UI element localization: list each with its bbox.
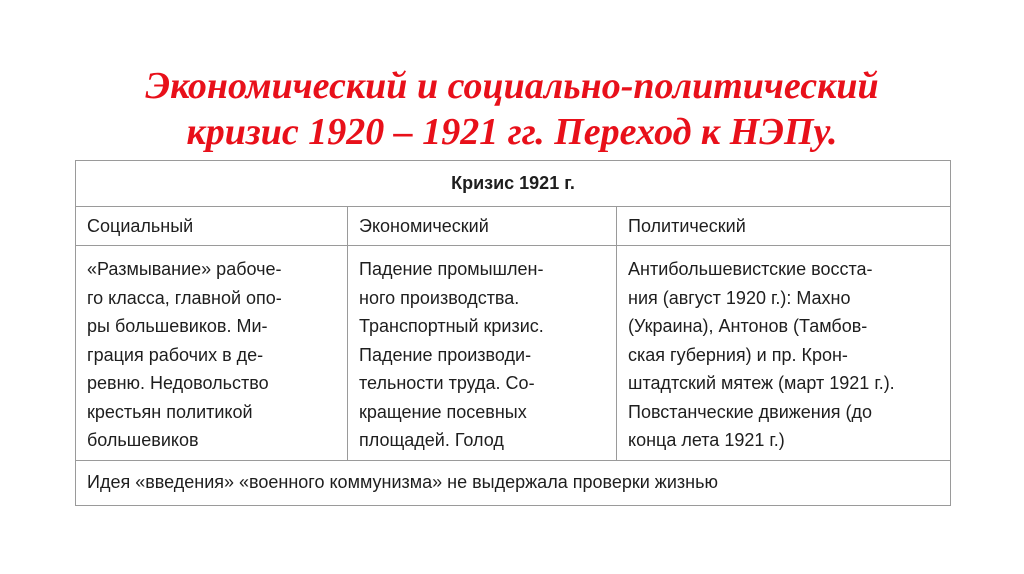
title-line-1: Экономический и социально-политический <box>145 65 879 108</box>
table-cell-line: Антибольшевистские восста- <box>628 259 873 279</box>
crisis-table <box>75 160 951 506</box>
table-cell-line: «Размывание» рабоче- <box>87 259 282 279</box>
table-cell-line: ры большевиков. Ми- <box>87 316 268 336</box>
table-cell-line: Падение производи- <box>359 344 532 365</box>
table-cell-line: ревню. Недовольство <box>87 373 269 393</box>
table-cell-line: тельности труда. Со- <box>359 373 535 393</box>
table-cell-line: площадей. Голод <box>359 430 504 450</box>
table-cell-line: (Украина), Антонов (Тамбов- <box>628 316 868 336</box>
column-heading-political: Политический <box>617 206 950 246</box>
table-cell-line: Транспортный кризис. <box>359 316 544 336</box>
table-cell-line: крестьян политикой <box>87 401 253 422</box>
table-footer: Идея «введения» «военного коммунизма» не выдержала проверки жизнью <box>87 472 718 492</box>
table-cell-line: ния (август 1920 г.): Махно <box>628 287 851 308</box>
column-body-political <box>617 246 950 461</box>
page-title <box>0 63 1024 155</box>
column-body-social <box>76 246 348 461</box>
table-cell-line: ская губерния) и пр. Крон- <box>628 344 848 365</box>
table-cell-line: грация рабочих в де- <box>87 344 264 365</box>
table-cell-line: Падение промышлен- <box>359 259 544 279</box>
column-heading-social: Социальный <box>76 206 348 246</box>
table-cell-line: ного производства. <box>359 287 520 308</box>
table-cell-line: кращение посевных <box>359 401 527 422</box>
table-cell-line: го класса, главной опо- <box>87 287 282 308</box>
table-cell-line: Повстанческие движения (до <box>628 401 873 422</box>
table-cell-line: конца лета 1921 г.) <box>628 430 785 450</box>
table-cell-line: штадтский мятеж (март 1921 г.). <box>628 373 895 393</box>
table-cell-line: большевиков <box>87 430 199 450</box>
column-heading-economic: Экономический <box>348 206 617 246</box>
table-header: Кризис 1921 г. <box>76 161 950 207</box>
title-line-2: кризис 1920 – 1921 гг. Переход к НЭПу. <box>186 111 838 154</box>
column-body-economic <box>348 246 617 461</box>
